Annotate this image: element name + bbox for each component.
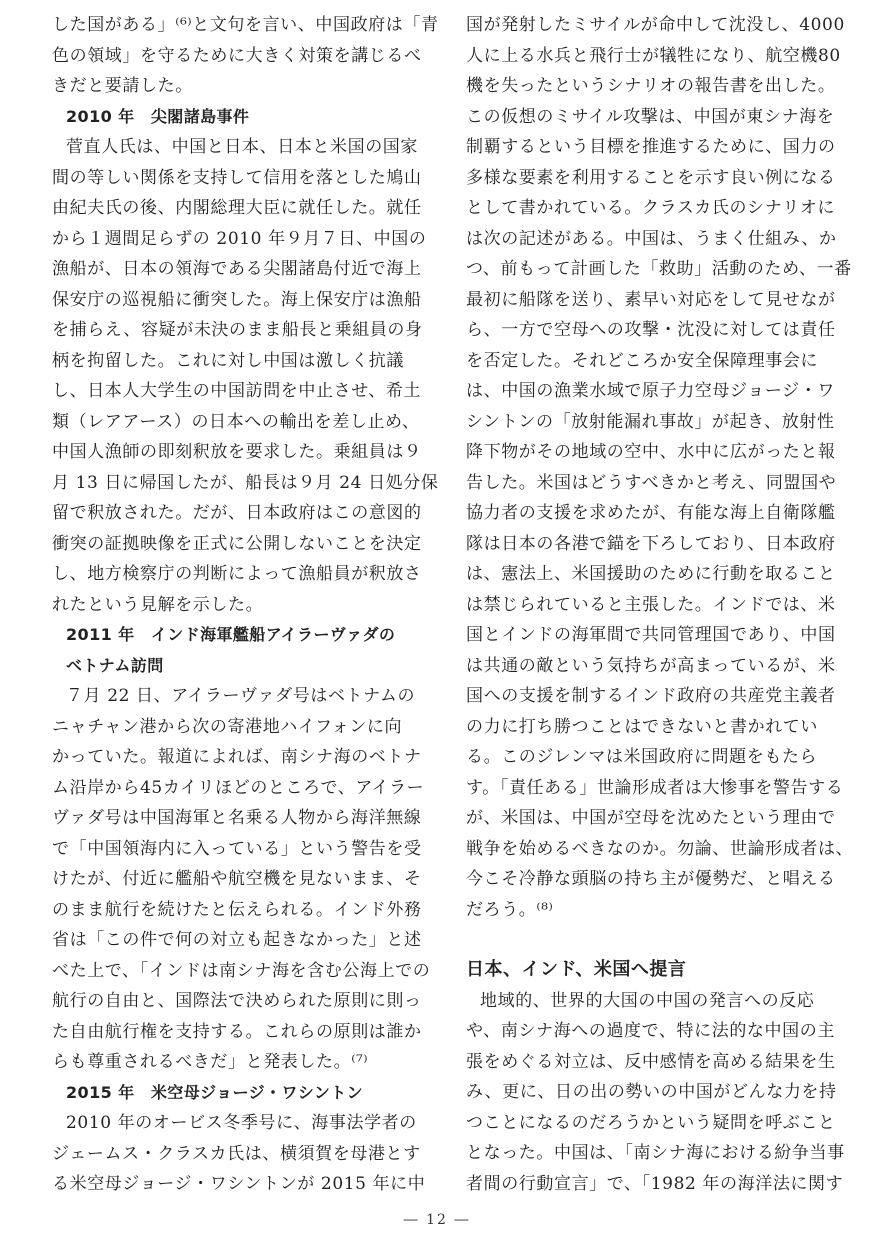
text-line: 由紀夫氏の後、内閣総理大臣に就任した。就任 — [52, 198, 422, 218]
text-line: として書かれている。クラスカ氏のシナリオに — [466, 198, 835, 218]
text-line: 国への支援を制するインド政府の共産党主義者 — [466, 686, 836, 706]
page-number: ― 12 ― — [403, 1212, 471, 1228]
text-line: た自由航行権を支持する。これらの原則は誰か — [52, 1021, 422, 1042]
text-line: を否定した。それどころか安全保障理事会に — [466, 350, 818, 371]
text-line: となった。中国は、「南シナ海における紛争当事 — [466, 1143, 845, 1163]
text-line: 菅直人氏は、中国と日本、日本と米国の国家 — [66, 137, 418, 157]
text-line: した国がある」⁽⁶⁾と文句を言い、中国政府は「青 — [52, 15, 439, 35]
text-line: 間の等しい関係を支持して信用を落とした鳩山 — [52, 167, 422, 188]
text-line: し、地方検察庁の判断によって漁船員が釈放さ — [52, 564, 422, 584]
text-line: この仮想のミサイル攻撃は、中国が東シナ海を — [466, 106, 835, 127]
text-line: かっていた。報道によれば、南シナ海のベトナ — [52, 747, 422, 767]
text-line: 者間の行動宣言」で、「1982 年の海洋法に関す — [466, 1173, 844, 1194]
section-subheading: 2011 年 インド海軍艦船アイラーヴァダの — [66, 625, 396, 644]
text-line: や、南シナ海への過度で、特に法的な中国の主 — [466, 1021, 835, 1041]
text-line: 中国人漁師の即刻釈放を要求した。乗組員は９ — [52, 442, 422, 462]
text-line: る。このジレンマは米国政府に問題をもたら — [466, 747, 818, 767]
text-line: で「中国領海内に入っている」という警告を受 — [52, 838, 422, 859]
section-heading: 日本、インド、米国へ提言 — [466, 959, 687, 980]
text-line: ７月 22 日、アイラーヴァダ号はベトナムの — [66, 686, 416, 706]
text-line: は、憲法上、米国援助のために行動を取ること — [466, 564, 836, 584]
text-line: は共通の敵という気持ちが高まっているが、米 — [466, 655, 836, 676]
text-line: 今こそ冷静な頭脳の持ち主が優勢だ、と唱える — [466, 869, 836, 889]
text-line: 地域的、世界的大国の中国の発言への反応 — [480, 990, 815, 1011]
text-line: 戦争を始めるべきなのか。勿論、世論形成者は、 — [466, 838, 854, 859]
text-line: ヴァダ号は中国海軍と名乗る人物から海洋無線 — [52, 808, 422, 828]
text-line: 月 13 日に帰国したが、船長は９月 24 日処分保 — [52, 472, 439, 493]
text-line: ジェームス・クラスカ氏は、横須賀を母港とす — [52, 1143, 421, 1164]
text-line: 制覇するという目標を推進するために、国力の — [466, 137, 836, 157]
text-line: 最初に船隊を送り、素早い対応をして見せなが — [466, 289, 836, 310]
text-line: 衝突の証拠映像を正式に公開しないことを決定 — [52, 533, 422, 554]
text-line: のまま航行を続けたと伝えられる。インド外務 — [52, 899, 422, 920]
text-line: 多様な要素を利用することを示す良い例になる — [466, 167, 836, 188]
left-column — [52, 10, 439, 1200]
text-line: 留で釈放された。だが、日本政府はこの意図的 — [52, 503, 422, 523]
text-line: す。「責任ある」世論形成者は大惨事を警告する — [466, 777, 844, 798]
text-line: らも尊重されるべきだ」と発表した。⁽⁷⁾ — [52, 1052, 369, 1072]
text-line: 柄を拘留した。これに対し中国は激しく抗議 — [52, 350, 404, 371]
text-line: 協力者の支援を求めたが、有能な海上自衛隊艦 — [466, 503, 836, 523]
text-line: の力に打ち勝つことはできないと書かれてい — [466, 716, 818, 737]
text-line: が、米国は、中国が空母を沈めたという理由で — [466, 808, 836, 828]
text-line: 降下物がその地域の空中、水中に広がったと報 — [466, 442, 836, 462]
text-line: 省は「この件で何の対立も起きなかった」と述 — [52, 930, 422, 950]
right-column — [466, 10, 854, 1199]
text-line: 類（レアアース）の日本への輸出を差し止め、 — [52, 411, 420, 432]
text-line: る米空母ジョージ・ワシントンが 2015 年に中 — [52, 1174, 426, 1194]
text-line: けたが、付近に艦船や航空機を見ないまま、そ — [52, 869, 422, 889]
text-line: を捕らえ、容疑が未決のまま船長と乗組員の身 — [52, 320, 423, 340]
section-subheading: 2010 年 尖閣諸島事件 — [66, 106, 250, 126]
text-line: から１週間足らずの 2010 年９月７日、中国の — [52, 228, 427, 249]
text-line: べた上で、「インドは南シナ海を含む公海上での — [52, 960, 431, 981]
text-line: し、日本人大学生の中国訪問を中止させ、希土 — [52, 381, 422, 401]
text-line: 国が発射したミサイルが命中して沈没し、4000 — [466, 15, 845, 35]
text-line: きだと要請した。 — [52, 76, 193, 96]
text-line: み、更に、日の出の勢いの中国がどんな力を持 — [466, 1082, 837, 1102]
section-subheading: 2015 年 米空母ジョージ・ワシントン — [66, 1082, 364, 1102]
text-line: 告した。米国はどうすべきかと考え、同盟国や — [466, 472, 837, 493]
text-line: 機を失ったというシナリオの報告書を出した。 — [466, 76, 836, 96]
text-line: 人に上る水兵と飛行士が犠牲になり、航空機80 — [466, 45, 841, 66]
text-line: つことになるのだろうかという疑問を呼ぶこと — [466, 1112, 836, 1133]
text-line: 隊は日本の各港で錨を下ろしており、日本政府 — [466, 533, 836, 554]
text-line: 保安庁の巡視船に衝突した。海上保安庁は漁船 — [52, 289, 422, 310]
text-line: 2010 年のオービス冬季号に、海事法学者の — [66, 1113, 417, 1133]
text-line: つ、前もって計画した「救助」活動のため、一番 — [466, 259, 852, 279]
section-subheading: ベトナム訪問 — [66, 655, 164, 675]
text-line: は次の記述がある。中国は、うまく仕組み、か — [466, 228, 837, 249]
text-line: ム沿岸から45カイリほどのところで、アイラー — [52, 777, 425, 798]
text-line: は禁じられていると主張した。インドでは、米 — [466, 594, 836, 615]
text-line: だろう。⁽⁸⁾ — [466, 899, 554, 920]
text-line: れたという見解を示した。 — [52, 594, 264, 615]
text-line: は、中国の漁業水域で原子力空母ジョージ・ワ — [466, 381, 835, 401]
text-line: 航行の自由と、国際法で決められた原則に則っ — [52, 991, 422, 1011]
text-line: 色の領域」を守るために大きく対策を講じるべ — [52, 45, 422, 66]
text-line: 張をめぐる対立は、反中感情を高める結果を生 — [466, 1051, 836, 1072]
text-line: 漁船が、日本の領海である尖閣諸島付近で海上 — [52, 259, 422, 279]
text-line: シントンの「放射能漏れ事故」が起き、放射性 — [466, 411, 835, 432]
text-line: ニャチャン港から次の寄港地ハイフォンに向 — [52, 716, 403, 737]
text-line: 国とインドの海軍間で共同管理国であり、中国 — [466, 625, 836, 645]
text-line: ら、一方で空母への攻撃・沈没に対しては責任 — [466, 320, 836, 340]
